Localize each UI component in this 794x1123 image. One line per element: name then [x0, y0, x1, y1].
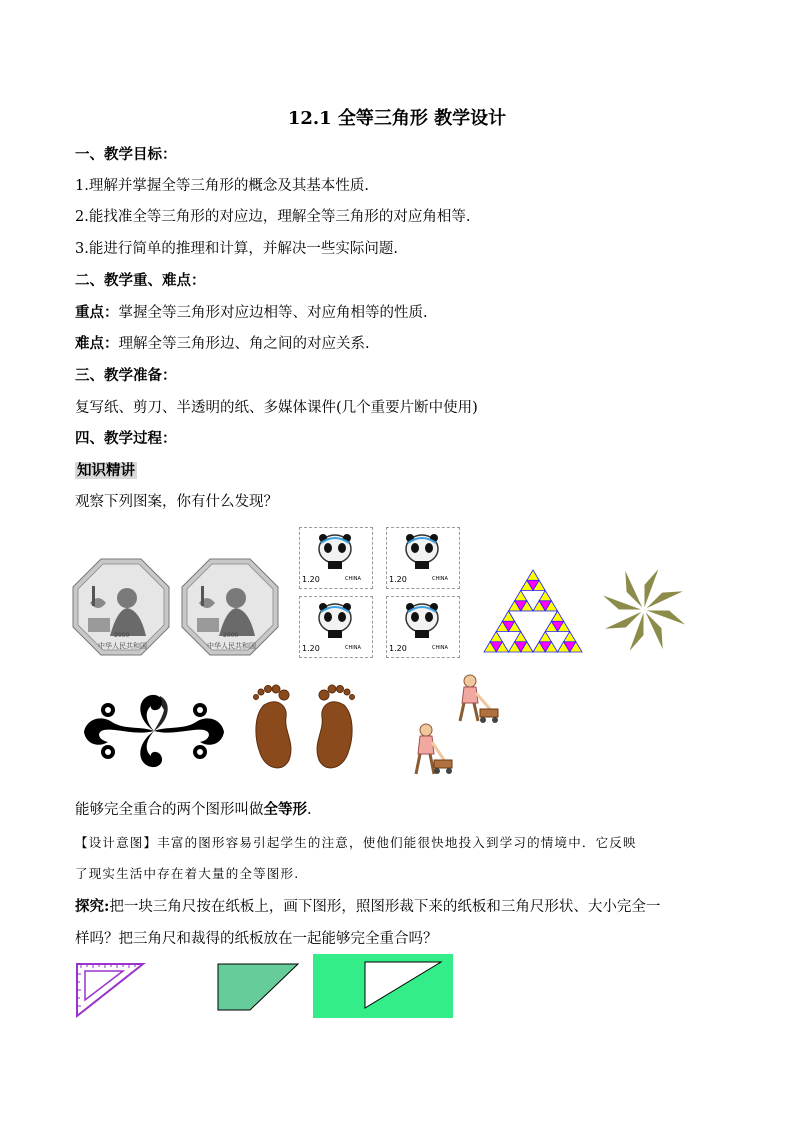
sierpinski-triangle-figure — [482, 568, 584, 654]
coin-left-year: 2000 — [114, 632, 130, 639]
stamp-1-country: CHINA — [345, 576, 361, 582]
design-intent-line-1: 【设计意图】丰富的图形容易引起学生的注意，使他们能很快地投入到学习的情境中．它反映 — [75, 835, 637, 850]
definition-prefix: 能够完全重合的两个图形叫做 — [75, 802, 264, 818]
fleur-ornament-figure — [78, 690, 230, 772]
knowledge-tag — [75, 461, 137, 481]
key-text: 掌握全等三角形对应边相等、对应角相等的性质. — [118, 305, 428, 321]
stamp-3-country: CHINA — [345, 645, 361, 651]
definition-text — [75, 800, 312, 820]
key-label: 重点： — [75, 304, 119, 321]
difficulty-label: 难点： — [75, 335, 119, 352]
explore-label: 探究: — [75, 898, 110, 915]
child-figure-bottom — [412, 722, 456, 780]
explore-line-2: 样吗？把三角尺和裁得的纸板放在一起能够完全重合吗？ — [75, 931, 438, 947]
stamp-4-value: 1.20 — [389, 644, 407, 653]
page-title: 12.1 全等三角形 教学设计 — [287, 108, 507, 129]
stamp-4-country: CHINA — [432, 645, 448, 651]
stamp-2-country: CHINA — [432, 576, 448, 582]
coin-right-country: 中华人民共和国 — [207, 642, 256, 650]
coin-right-year: 2000 — [223, 632, 239, 639]
set-square-figure — [75, 962, 145, 1018]
goal-2: 2.能找准全等三角形的对应边，理解全等三角形的对应角相等. — [75, 209, 471, 225]
prep-heading: 三、教学准备： — [75, 367, 177, 384]
key-point — [75, 303, 428, 323]
panda-icon — [402, 602, 442, 638]
difficulty-text: 理解全等三角形边、角之间的对应关系. — [118, 336, 370, 352]
definition-suffix: . — [307, 802, 312, 818]
stamp-3-value: 1.20 — [302, 644, 320, 653]
panda-icon — [315, 602, 355, 638]
coin-left-country: 中华人民共和国 — [98, 642, 147, 650]
process-heading: 四、教学过程： — [75, 430, 177, 447]
overlap-board-figure — [313, 954, 453, 1018]
stamp-2-value: 1.20 — [389, 575, 407, 584]
stamp-1-value: 1.20 — [302, 575, 320, 584]
knowledge-tag-label: 知识精讲 — [77, 462, 135, 479]
goal-3: 3.能进行简单的推理和计算，并解决一些实际问题. — [75, 241, 398, 257]
goal-1: 1.理解并掌握全等三角形的概念及其基本性质. — [75, 178, 369, 194]
cardboard-triangle-figure — [216, 962, 300, 1012]
goals-heading: 一、教学目标： — [75, 146, 177, 163]
design-intent-line-2: 了现实生活中存在着大量的全等图形. — [75, 866, 300, 881]
panda-icon — [402, 533, 442, 569]
difficulty-point — [75, 334, 370, 354]
panda-icon — [315, 533, 355, 569]
definition-term: 全等形 — [263, 801, 307, 818]
key-heading: 二、教学重、难点： — [75, 272, 206, 289]
explore-line-1 — [75, 897, 660, 917]
pinwheel-figure — [596, 562, 692, 658]
child-figure-top — [456, 673, 500, 729]
footprints-figure — [248, 675, 360, 775]
explore-text-1: 把一块三角尺按在纸板上，画下图形，照图形裁下来的纸板和三角尺形状、大小完全一 — [109, 899, 661, 915]
prep-text: 复写纸、剪刀、半透明的纸、多媒体课件(几个重要片断中使用) — [75, 400, 478, 416]
observe-text: 观察下列图案，你有什么发现？ — [75, 494, 278, 510]
